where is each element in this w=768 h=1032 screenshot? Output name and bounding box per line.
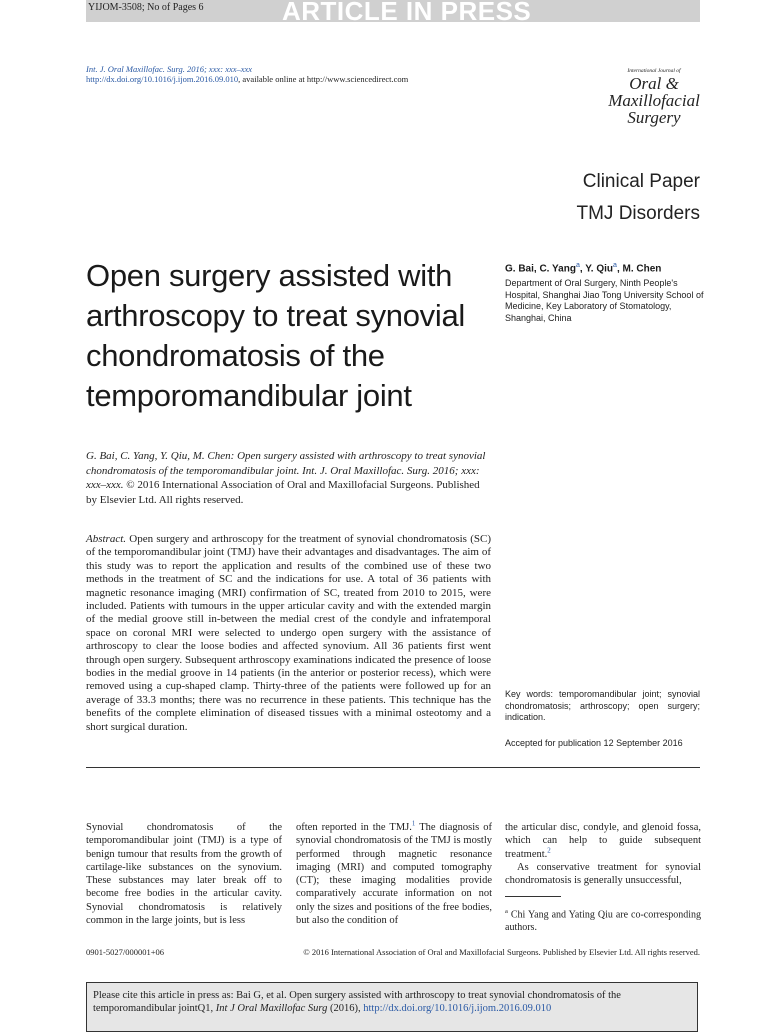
reference-link-1[interactable]: 1 [411, 819, 416, 828]
cite-box-text [93, 989, 695, 1015]
author-affiliation-mark-1[interactable]: a [575, 262, 580, 269]
cite-box-year: (2016), [327, 1003, 364, 1014]
logo-line-3: Maxillofacial [608, 91, 700, 110]
cite-box-doi-link[interactable]: http://dx.doi.org/10.1016/j.ijom.2016.09.010 [363, 1003, 552, 1014]
footnote-mark: a [505, 908, 508, 915]
body-col3-text-a: the articular disc, condyle, and glenoid fossa, which can help to guide subsequent treatment. [505, 822, 701, 860]
citation-paragraph [86, 449, 491, 507]
abstract [86, 533, 491, 734]
doi-line [86, 74, 408, 84]
cite-box-journal: , Int J Oral Maxillofac Surg [210, 1003, 328, 1014]
footnote [505, 905, 701, 934]
logo-line-4: Surgery [627, 108, 681, 127]
journal-logo [608, 68, 700, 126]
footnote-divider [505, 896, 561, 897]
body-col3-text-b: As conservative treatment for synovial chondromatosis is generally unsuccessful, [505, 861, 701, 887]
cite-box-main: Please cite this article in press as: Bai G, et al. Open surgery assisted with arthroscopy to treat synovial chondromatosis of the temporomandibular jointQ1 [93, 990, 621, 1014]
section-divider [86, 767, 700, 768]
author-names-2: , Y. Qiu [579, 263, 614, 275]
author-list [505, 262, 705, 274]
issn: 0901-5027/000001+06 [86, 947, 164, 957]
citation-copyright: © 2016 International Association of Oral and Maxillofacial Surgeons. Published by Elsevier Ltd. All rights reserved. [86, 479, 480, 506]
article-in-press-label: ARTICLE IN PRESS [282, 0, 532, 26]
author-names-3: , M. Chen [616, 263, 662, 275]
abstract-label: Abstract. [86, 533, 127, 545]
paper-subcategory: TMJ Disorders [576, 203, 700, 224]
body-col2-text-a: often reported in the TMJ. [296, 822, 412, 833]
logo-line-2: Oral & [629, 74, 679, 93]
author-names-1: G. Bai, C. Yang [505, 263, 576, 275]
accepted-date: Accepted for publication 12 September 2016 [505, 738, 683, 748]
author-affiliation: Department of Oral Surgery, Ninth People's Hospital, Shanghai Jiao Tong University School of Medicine, Key Laboratory of Stomatology, Shanghai, China [505, 278, 704, 323]
doi-link[interactable]: http://dx.doi.org/10.1016/j.ijom.2016.09.010 [86, 74, 239, 84]
footer-copyright: © 2016 International Association of Oral and Maxillofacial Surgeons. Published by Elsevier Ltd. All rights reserved. [303, 947, 700, 957]
available-online-text: , available online at http://www.sciencedirect.com [238, 74, 409, 84]
reference-link-2[interactable]: 2 [547, 846, 551, 855]
body-column-2 [296, 821, 492, 927]
footnote-text: Chi Yang and Yating Qiu are co-corresponding authors. [505, 909, 701, 934]
paper-type [576, 166, 700, 230]
keywords: Key words: temporomandibular joint; synovial chondromatosis; arthroscopy; open surgery; indication. [505, 689, 700, 722]
paper-category: Clinical Paper [582, 171, 700, 192]
body-column-1: Synovial chondromatosis of the temporomandibular joint (TMJ) is a type of benign tumour that results from the growth of cartilage-like substances on the synovium. These substances may later break off to become free bodies in the articular cavity. Synovial chondromatosis is relatively common in the large joints, but is less [86, 822, 282, 927]
journal-reference: Int. J. Oral Maxillofac. Surg. 2016; xxx: xxx–xxx [86, 64, 253, 74]
body-column-3 [505, 821, 701, 887]
citation-italic: G. Bai, C. Yang, Y. Qiu, M. Chen: Open surgery assisted with arthroscopy to treat synovial chondromatosis of the temporomandibular joint. Int. J. Oral Maxillofac. Surg. 2016; xxx: xxx–xxx. [86, 450, 486, 491]
body-col2-text-b: The diagnosis of synovial chondromatosis of the TMJ is mostly performed through magnetic resonance imaging (MRI) and computed tomography (CT); these imaging modalities provide comparatively accurate information on not only the sizes and positions of the free bodies, but also the condition of [296, 822, 492, 927]
journal-id: YIJOM-3508; No of Pages 6 [88, 2, 204, 13]
article-title: Open surgery assisted with arthroscopy to treat synovial chondromatosis of the temporomandibular joint [86, 258, 465, 413]
author-affiliation-mark-2[interactable]: a [613, 262, 617, 269]
abstract-text: Open surgery and arthroscopy for the treatment of synovial chondromatosis (SC) of the temporomandibular joint (TMJ) have their advantages and disadvantages. The aim of this study was to report the application and results of the combined use of these two methods in the treatment of SC and the indications for use. A total of 36 patients with magnetic resonance imaging (MRI) confirmation of SC, treated from 2010 to 2015, were included. Patients with tumours in the upper articular cavity and with the extended margin of the medial groove still in-between the medial crest of the condyle and infratemporal space on coronal MRI were selected to undergo open surgery with the assistance of arthroscopy to clear the loose bodies and affected synovium. All 36 patients first went through open surgery. Subsequent arthroscopy examinations indicated the presence of loose bodies in the medial groove in 14 patients (in the anterior or posterior recess), which were removed using a cup-shaped clamp. Thirty-three of the patients were followed up for an average of 33.3 months; there was no recurrence in these patients. This technique has the benefits of the complete elimination of diseased tissues with a minimal osteotomy and a short surgical duration. [86, 533, 491, 733]
logo-line-1: International Journal of [627, 68, 681, 74]
